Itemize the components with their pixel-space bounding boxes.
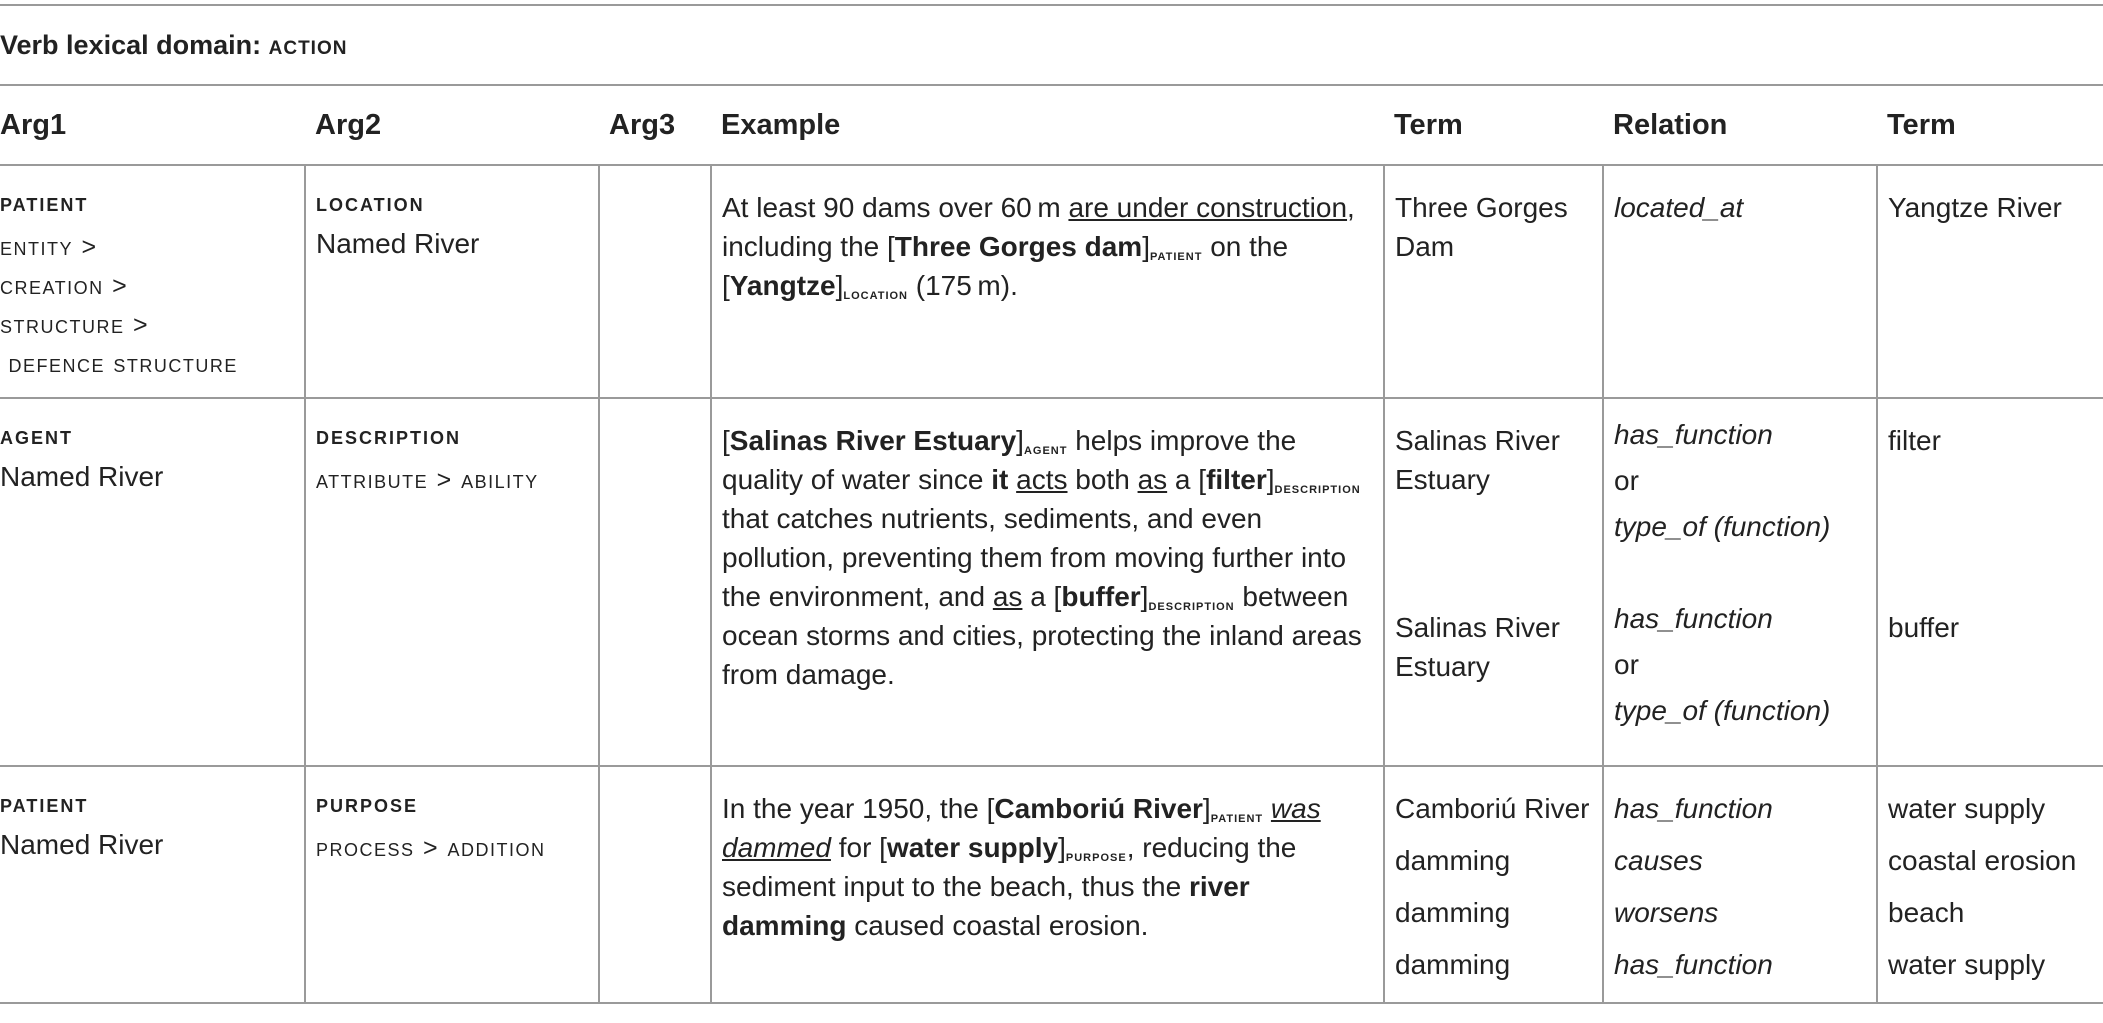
- arg1-cell: [0, 398, 305, 766]
- example-underlined: as: [992, 581, 1023, 612]
- example-bold: water supply: [886, 832, 1059, 863]
- example-text: a [: [1167, 464, 1207, 495]
- table-row: [0, 398, 2103, 766]
- spacer: [1888, 460, 2093, 608]
- example-cell: [711, 165, 1384, 398]
- spacer: [1614, 547, 1866, 599]
- arg1-category: [0, 228, 294, 384]
- relations-table-container: [0, 4, 2103, 1023]
- category-line: defence structure: [0, 350, 238, 378]
- example-text: on the [: [722, 231, 1289, 301]
- term1-value: Three Gorges Dam: [1395, 192, 1568, 262]
- example-text: , reducing the sediment input to the beach, thus the: [722, 832, 1297, 902]
- example-cell: [711, 766, 1384, 1003]
- arg2-category: attribute > ability: [316, 466, 539, 494]
- arg2-role: description: [316, 422, 462, 450]
- example-bold: buffer: [1061, 581, 1141, 612]
- example-text: [: [722, 425, 730, 456]
- term1-value: Salinas River Estuary: [1395, 425, 1560, 495]
- domain-value: action: [268, 29, 348, 60]
- example-text: ]: [1016, 425, 1024, 456]
- example-underlined: as: [1137, 464, 1168, 495]
- example-text: ]: [1266, 464, 1275, 495]
- example-text: for [: [830, 832, 887, 863]
- header-arg2: Arg2: [305, 85, 599, 165]
- example-bold: river damming: [722, 871, 1250, 941]
- example-text: ]: [1142, 231, 1150, 262]
- example-cell: [711, 398, 1384, 766]
- relation-cell: [1603, 766, 1877, 1003]
- role-tag: location: [843, 286, 908, 303]
- term1-value: damming: [1395, 845, 1511, 876]
- example-text: , including the [: [722, 192, 1355, 262]
- relation-value: worsens: [1614, 897, 1719, 928]
- arg3-cell: [599, 766, 711, 1003]
- relation-cell: [1603, 398, 1877, 766]
- relation-value: has_function: [1614, 603, 1773, 634]
- arg2-cell: [305, 398, 599, 766]
- category-line: structure >: [0, 311, 150, 339]
- relation-cell: [1603, 165, 1877, 398]
- term1-value: Salinas River Estuary: [1395, 612, 1560, 682]
- relation-value: type_of (function): [1614, 695, 1831, 726]
- example-bold: filter: [1206, 464, 1267, 495]
- example-text: [1263, 793, 1271, 824]
- arg1-cell: [0, 766, 305, 1003]
- example-bold: Three Gorges dam: [894, 231, 1143, 262]
- example-bold: it: [991, 464, 1009, 495]
- domain-heading: [0, 5, 2103, 85]
- relation-value: has_function: [1614, 793, 1773, 824]
- example-text: caused coastal erosion.: [846, 910, 1149, 941]
- header-row: [0, 85, 2103, 165]
- domain-label: Verb lexical domain:: [0, 29, 262, 60]
- arg3-cell: [599, 165, 711, 398]
- term1-cell: [1384, 766, 1603, 1003]
- role-tag: description: [1274, 480, 1361, 497]
- term1-cell: [1384, 398, 1603, 766]
- role-tag: description: [1148, 597, 1235, 614]
- verb-relations-table: [0, 4, 2103, 1004]
- term1-value: Camboriú River: [1395, 793, 1590, 824]
- role-tag: patient: [1149, 247, 1203, 264]
- term1-cell: [1384, 165, 1603, 398]
- header-term2: Term: [1877, 85, 2103, 165]
- relation-value: has_function: [1614, 419, 1773, 450]
- arg1-value: Named River: [0, 829, 164, 860]
- header-term1: Term: [1384, 85, 1603, 165]
- term2-value: water supply: [1888, 793, 2046, 824]
- relation-value: located_at: [1614, 192, 1744, 223]
- role-tag: purpose: [1065, 848, 1127, 865]
- term1-value: damming: [1395, 897, 1511, 928]
- arg1-role: patient: [0, 189, 89, 217]
- arg2-category: process > addition: [316, 834, 546, 862]
- term2-value: beach: [1888, 897, 1965, 928]
- term2-value: buffer: [1888, 612, 1960, 643]
- example-underlined: acts: [1016, 464, 1068, 495]
- header-arg1: Arg1: [0, 85, 305, 165]
- term2-value: water supply: [1888, 949, 2046, 980]
- arg2-role: purpose: [316, 790, 419, 818]
- term2-cell: [1877, 165, 2103, 398]
- relation-or: or: [1614, 649, 1639, 680]
- relation-value: type_of (function): [1614, 511, 1831, 542]
- example-text: ]: [1058, 832, 1066, 863]
- spacer: [1395, 499, 1592, 608]
- example-text: At least 90 dams over 60 m: [722, 192, 1069, 223]
- table-row: [0, 165, 2103, 398]
- example-underlined: are under construction: [1068, 192, 1348, 223]
- category-line: creation >: [0, 272, 129, 300]
- example-text: a [: [1022, 581, 1062, 612]
- arg1-role: patient: [0, 790, 89, 818]
- relation-value: causes: [1614, 845, 1703, 876]
- header-arg3: Arg3: [599, 85, 711, 165]
- role-tag: patient: [1210, 809, 1264, 826]
- header-example: Example: [711, 85, 1384, 165]
- example-text: ]: [1202, 793, 1211, 824]
- example-text: (175 m).: [908, 270, 1018, 301]
- example-text: [1008, 464, 1016, 495]
- role-tag: agent: [1023, 441, 1068, 458]
- term2-cell: [1877, 766, 2103, 1003]
- arg2-value: Named River: [316, 228, 480, 259]
- term2-value: Yangtze River: [1888, 192, 2062, 223]
- arg2-cell: [305, 766, 599, 1003]
- category-line: entity >: [0, 233, 98, 261]
- example-text: ]: [1140, 581, 1149, 612]
- domain-row: [0, 5, 2103, 85]
- example-text: In the year 1950, the [: [722, 793, 995, 824]
- table-row: [0, 766, 2103, 1003]
- example-text: both: [1067, 464, 1138, 495]
- term2-value: coastal erosion: [1888, 845, 2077, 876]
- term2-cell: [1877, 398, 2103, 766]
- example-bold: Yangtze: [729, 270, 836, 301]
- header-relation: Relation: [1603, 85, 1877, 165]
- example-text: that catches nutrients, sediments, and even pollution, preventing them from moving further into the environment, and: [722, 503, 1347, 612]
- term2-value: filter: [1888, 425, 1941, 456]
- arg1-role: agent: [0, 422, 73, 450]
- arg2-cell: [305, 165, 599, 398]
- arg1-cell: [0, 165, 305, 398]
- term1-value: damming: [1395, 949, 1511, 980]
- example-text: ]: [835, 270, 844, 301]
- relation-value: has_function: [1614, 949, 1773, 980]
- example-text: between ocean storms and cities, protecting the inland areas from damage.: [722, 581, 1362, 690]
- arg3-cell: [599, 398, 711, 766]
- example-text: helps improve the quality of water since: [722, 425, 1297, 495]
- arg1-value: Named River: [0, 461, 164, 492]
- example-underlined: was dammed: [722, 793, 1321, 863]
- example-bold: Salinas River Estuary: [729, 425, 1017, 456]
- arg2-role: location: [316, 189, 425, 217]
- relation-or: or: [1614, 465, 1639, 496]
- example-bold: Camboriú River: [994, 793, 1203, 824]
